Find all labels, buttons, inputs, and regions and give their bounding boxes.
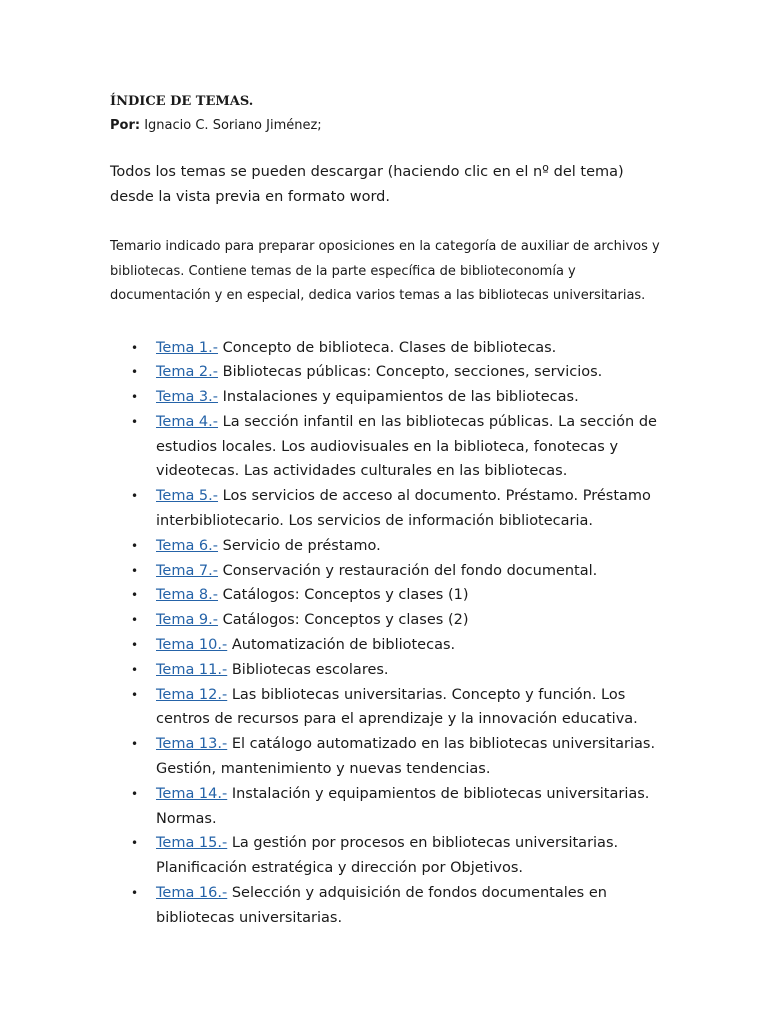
topic-link[interactable]: Tema 13.- [156, 736, 228, 753]
bullet-icon: • [131, 786, 139, 801]
bullet-icon: • [131, 687, 139, 702]
author-label: Por: [110, 118, 141, 133]
topic-text: Bibliotecas públicas: Concepto, secciones, servicios. [218, 364, 603, 381]
topic-link[interactable]: Tema 5.- [156, 488, 219, 505]
bullet-icon: • [131, 886, 139, 901]
bullet-icon: • [131, 489, 139, 504]
bullet-icon: • [131, 662, 139, 677]
topic-text: El catálogo automatizado en las bibliotecas universitarias. Gestión, mantenimiento y nuevas tendencias. [156, 736, 656, 778]
topic-link[interactable]: Tema 14.- [156, 785, 228, 802]
topic-item [110, 385, 670, 410]
topic-item [110, 831, 670, 881]
topic-text: Automatización de bibliotecas. [227, 637, 456, 654]
topic-item [110, 732, 670, 782]
topic-item [110, 608, 670, 633]
document-page [110, 93, 670, 931]
bullet-icon: • [131, 588, 139, 603]
topic-text: Instalaciones y equipamientos de las bibliotecas. [218, 389, 579, 406]
topic-item [110, 782, 670, 832]
topic-link[interactable]: Tema 10.- [156, 637, 228, 654]
topic-link[interactable]: Tema 2.- [156, 364, 219, 381]
bullet-icon: • [131, 414, 139, 429]
topic-item [110, 410, 670, 484]
bullet-icon: • [131, 538, 139, 553]
bullet-icon: • [131, 340, 139, 355]
topic-text: Catálogos: Conceptos y clases (1) [218, 587, 469, 604]
topic-link[interactable]: Tema 9.- [156, 612, 219, 629]
topic-text: La gestión por procesos en bibliotecas universitarias. Planificación estratégica y dirección por Objetivos. [156, 835, 619, 877]
bullet-icon: • [131, 737, 139, 752]
topic-link[interactable]: Tema 6.- [156, 537, 219, 554]
topic-item [110, 683, 670, 733]
bullet-icon: • [131, 613, 139, 628]
topic-text: Bibliotecas escolares. [227, 661, 389, 678]
topic-item [110, 336, 670, 361]
topic-link[interactable]: Tema 7.- [156, 562, 219, 579]
topic-link[interactable]: Tema 12.- [156, 686, 228, 703]
topic-link[interactable]: Tema 11.- [156, 661, 228, 678]
topic-item [110, 559, 670, 584]
topic-text: Conservación y restauración del fondo documental. [218, 562, 598, 579]
topic-link[interactable]: Tema 4.- [156, 413, 219, 430]
description-paragraph: Temario indicado para preparar oposiciones en la categoría de auxiliar de archivos y bibliotecas. Contiene temas de la parte específica de biblioteconomía y documentación y en especial, dedica varios temas a las bibliotecas universitarias. [110, 239, 660, 303]
topic-link[interactable]: Tema 3.- [156, 389, 219, 406]
topic-item [110, 534, 670, 559]
topic-text: Instalación y equipamientos de bibliotecas universitarias. Normas. [156, 785, 650, 827]
bullet-icon: • [131, 563, 139, 578]
document-title: ÍNDICE DE TEMAS. [110, 94, 254, 109]
topic-text: Catálogos: Conceptos y clases (2) [218, 612, 469, 629]
topic-text: Selección y adquisición de fondos documentales en bibliotecas universitarias. [156, 885, 607, 926]
topic-link[interactable]: Tema 15.- [156, 835, 228, 852]
topic-item [110, 583, 670, 608]
bullet-icon: • [131, 836, 139, 851]
author-name: Ignacio C. Soriano Jiménez; [140, 118, 322, 133]
topic-text: Concepto de biblioteca. Clases de bibliotecas. [218, 339, 557, 356]
topic-item [110, 881, 670, 931]
topic-text: La sección infantil en las bibliotecas públicas. La sección de estudios locales. Los audiovisuales en la biblioteca, fonotecas y videotecas. Las actividades culturales en las bibliotecas. [156, 413, 657, 480]
topic-item [110, 360, 670, 385]
topic-text: Servicio de préstamo. [218, 537, 381, 554]
bullet-icon: • [131, 390, 139, 405]
bullet-icon: • [131, 638, 139, 653]
topic-item [110, 484, 670, 534]
bullet-icon: • [131, 365, 139, 380]
topic-text: Los servicios de acceso al documento. Préstamo. Préstamo interbibliotecario. Los servicios de información bibliotecaria. [156, 488, 651, 530]
intro-paragraph: Todos los temas se pueden descargar (haciendo clic en el nº del tema) desde la vista previa en formato word. [110, 164, 624, 205]
author-line [110, 117, 670, 135]
topic-item [110, 633, 670, 658]
topic-item [110, 658, 670, 683]
topic-list [110, 336, 670, 931]
topic-link[interactable]: Tema 16.- [156, 885, 228, 902]
topic-link[interactable]: Tema 8.- [156, 587, 219, 604]
topic-text: Las bibliotecas universitarias. Concepto y función. Los centros de recursos para el aprendizaje y la innovación educativa. [156, 686, 638, 728]
topic-link[interactable]: Tema 1.- [156, 339, 219, 356]
